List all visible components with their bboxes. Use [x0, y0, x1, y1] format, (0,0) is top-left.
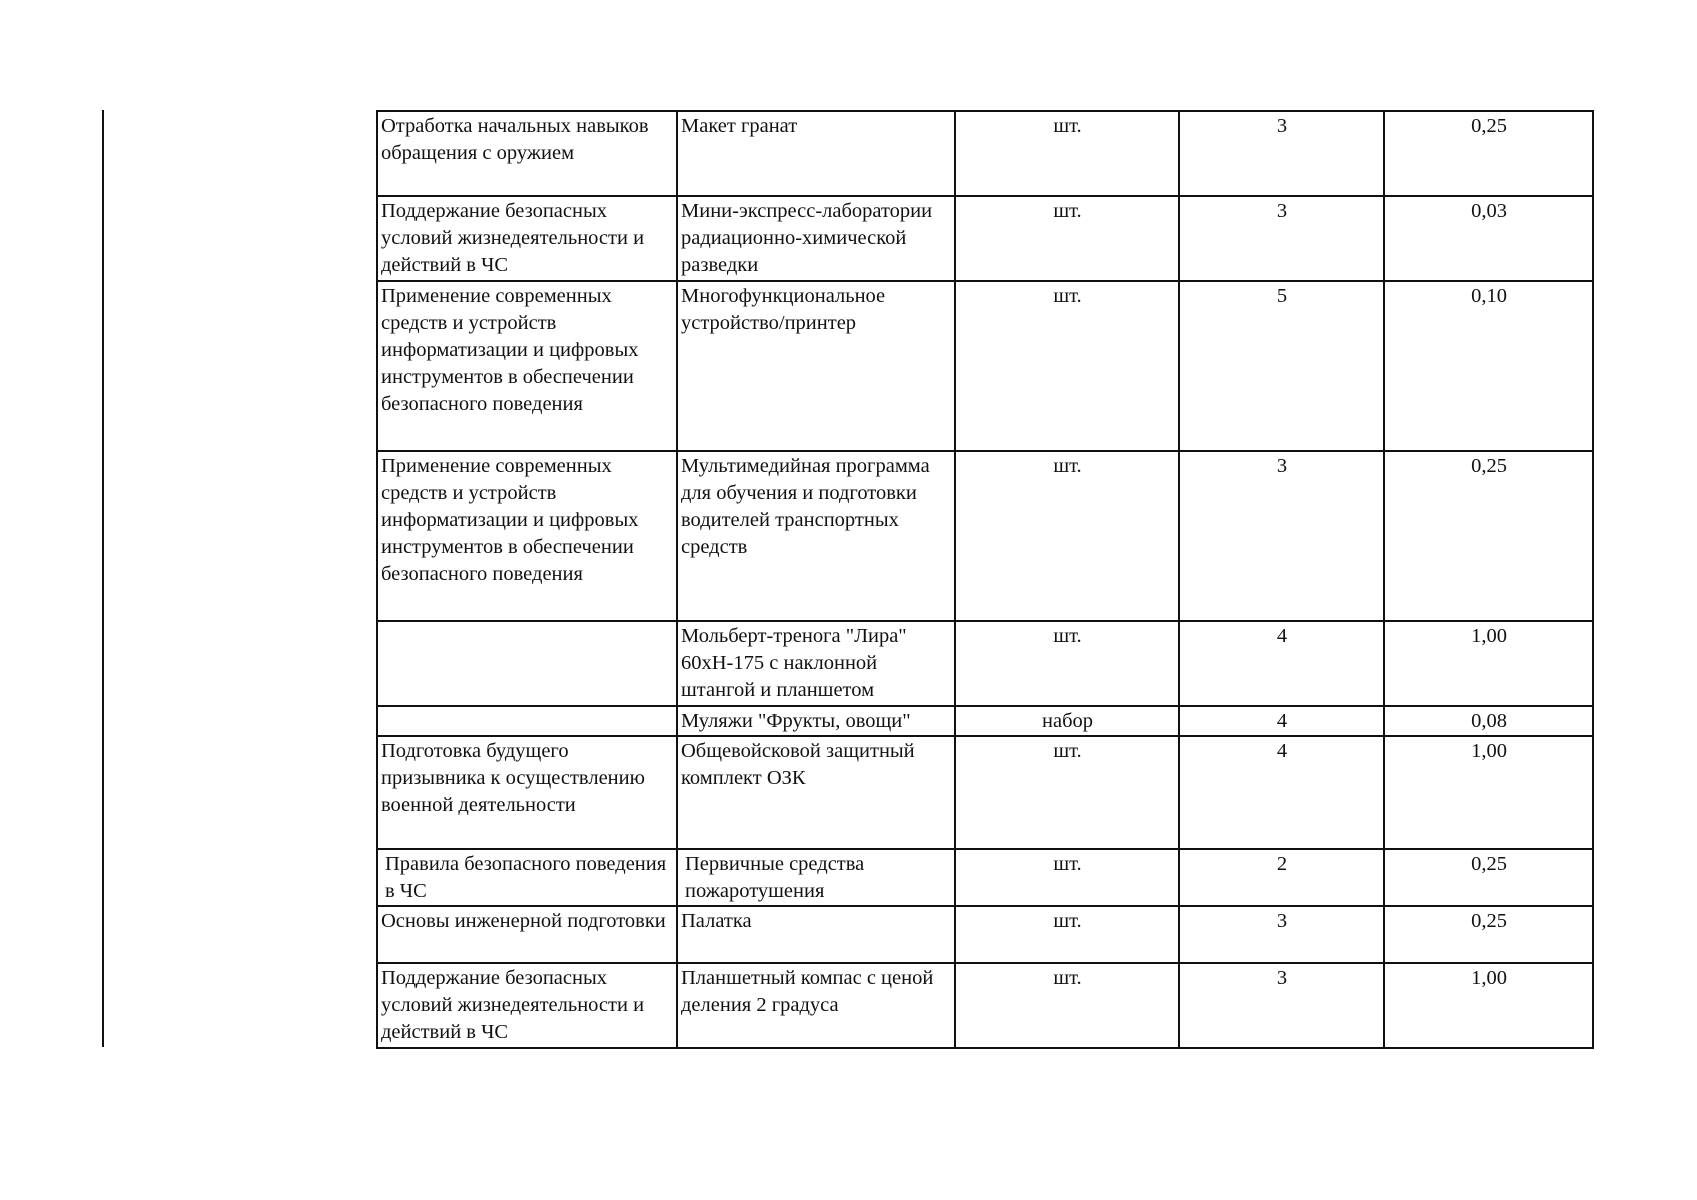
item-cell: Мини-экспресс-лаборатории радиационно-химической разведки [677, 196, 955, 281]
table-row [377, 849, 1593, 906]
table-row [377, 451, 1593, 621]
item-cell: Общевойсковой защитный комплект ОЗК [677, 736, 955, 849]
coefficient-cell: 0,03 [1384, 196, 1593, 281]
coefficient-cell: 1,00 [1384, 963, 1593, 1048]
quantity-cell: 3 [1179, 963, 1384, 1048]
quantity-cell: 3 [1179, 196, 1384, 281]
purpose-cell: Применение современных средств и устройств информатизации и цифровых инструментов в обеспечении безопасного поведения [377, 281, 677, 451]
unit-cell: шт. [955, 906, 1179, 963]
purpose-cell: Основы инженерной подготовки [377, 906, 677, 963]
table-row [377, 963, 1593, 1048]
coefficient-cell: 0,25 [1384, 451, 1593, 621]
coefficient-cell: 0,08 [1384, 706, 1593, 736]
table-row [377, 736, 1593, 849]
table-row [377, 706, 1593, 736]
page-margin-line [102, 110, 104, 1047]
table-row [377, 906, 1593, 963]
coefficient-cell: 0,25 [1384, 849, 1593, 906]
item-cell: Планшетный компас с ценой деления 2 градуса [677, 963, 955, 1048]
quantity-cell: 3 [1179, 111, 1384, 196]
table-row [377, 621, 1593, 706]
unit-cell: шт. [955, 621, 1179, 706]
purpose-cell: Поддержание безопасных условий жизнедеятельности и действий в ЧС [377, 963, 677, 1048]
equipment-table [376, 110, 1594, 1049]
table-row [377, 196, 1593, 281]
coefficient-cell: 1,00 [1384, 736, 1593, 849]
quantity-cell: 5 [1179, 281, 1384, 451]
item-cell: Палатка [677, 906, 955, 963]
table-row [377, 111, 1593, 196]
unit-cell: шт. [955, 736, 1179, 849]
item-cell: Макет гранат [677, 111, 955, 196]
purpose-cell: Отработка начальных навыков обращения с оружием [377, 111, 677, 196]
item-cell: Первичные средства пожаротушения [677, 849, 955, 906]
coefficient-cell: 1,00 [1384, 621, 1593, 706]
item-cell: Мольберт-тренога "Лира" 60хН-175 с наклонной штангой и планшетом [677, 621, 955, 706]
purpose-cell: Поддержание безопасных условий жизнедеятельности и действий в ЧС [377, 196, 677, 281]
quantity-cell: 4 [1179, 736, 1384, 849]
quantity-cell: 2 [1179, 849, 1384, 906]
item-cell: Муляжи "Фрукты, овощи" [677, 706, 955, 736]
unit-cell: шт. [955, 196, 1179, 281]
unit-cell: шт. [955, 963, 1179, 1048]
table-row [377, 281, 1593, 451]
purpose-cell: Применение современных средств и устройств информатизации и цифровых инструментов в обеспечении безопасного поведения [377, 451, 677, 621]
coefficient-cell: 0,25 [1384, 906, 1593, 963]
purpose-cell [377, 621, 677, 706]
purpose-cell [377, 706, 677, 736]
quantity-cell: 3 [1179, 451, 1384, 621]
unit-cell: шт. [955, 451, 1179, 621]
coefficient-cell: 0,25 [1384, 111, 1593, 196]
unit-cell: шт. [955, 111, 1179, 196]
item-cell: Многофункциональное устройство/принтер [677, 281, 955, 451]
purpose-cell: Правила безопасного поведения в ЧС [377, 849, 677, 906]
unit-cell: шт. [955, 849, 1179, 906]
quantity-cell: 4 [1179, 706, 1384, 736]
coefficient-cell: 0,10 [1384, 281, 1593, 451]
purpose-cell: Подготовка будущего призывника к осуществлению военной деятельности [377, 736, 677, 849]
unit-cell: набор [955, 706, 1179, 736]
quantity-cell: 3 [1179, 906, 1384, 963]
quantity-cell: 4 [1179, 621, 1384, 706]
unit-cell: шт. [955, 281, 1179, 451]
item-cell: Мультимедийная программа для обучения и подготовки водителей транспортных средств [677, 451, 955, 621]
